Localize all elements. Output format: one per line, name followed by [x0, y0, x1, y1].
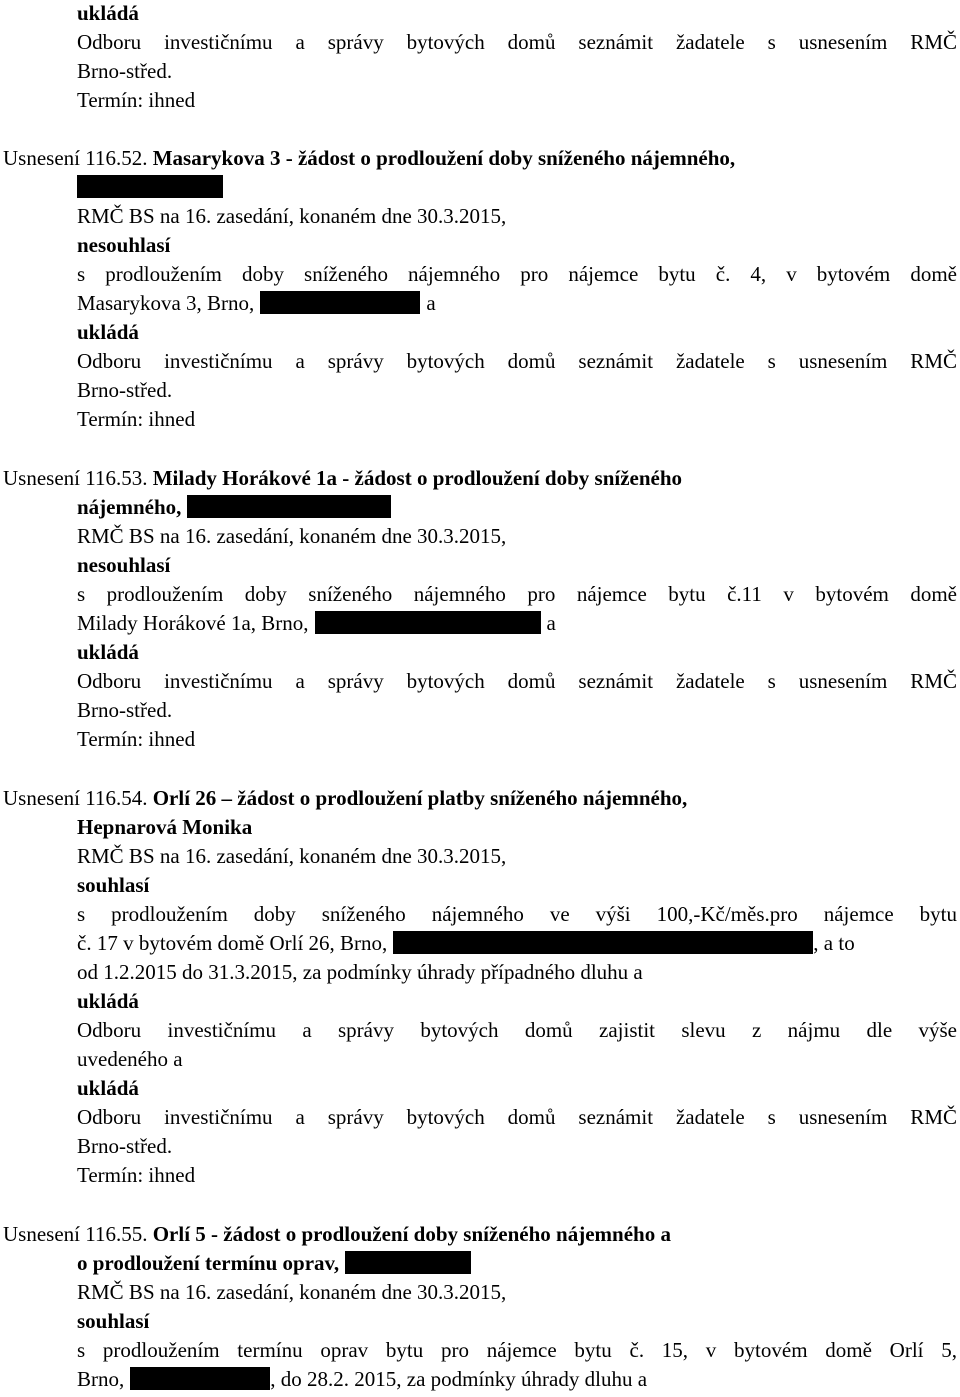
- body-text-with-redaction: [77, 289, 436, 318]
- body-text: s prodloužením doby sníženého nájemného pro nájemce bytu č. 4, v bytovém domě: [77, 262, 957, 286]
- body-text: Brno-střed.: [77, 1134, 173, 1158]
- meeting-line: RMČ BS na 16. zasedání, konaném dne 30.3.2015,: [77, 524, 507, 548]
- resolution-number: Usnesení 116.54.: [3, 786, 148, 810]
- resolution-number: Usnesení 116.53.: [3, 466, 148, 490]
- body-text: s prodloužením termínu oprav bytu pro nájemce bytu č. 15, v bytovém domě Orlí 5,: [77, 1338, 957, 1362]
- body-text: Odboru investičnímu a správy bytových domů seznámit žadatele s usnesením RMČ: [77, 669, 957, 693]
- body-text: , do 28.2. 2015, za podmínky úhrady dluhu a: [270, 1367, 648, 1391]
- resolution-title: Milady Horákové 1a - žádost o prodloužení doby sníženého: [152, 466, 683, 490]
- body-text-with-redaction: [77, 609, 556, 638]
- resolution-heading-116-54: [3, 784, 687, 813]
- resolution-number: Usnesení 116.55.: [3, 1222, 148, 1246]
- condition-text: , za podmínky úhrady případného dluhu a: [292, 960, 643, 984]
- meeting-line: RMČ BS na 16. zasedání, konaném dne 30.3.2015,: [77, 1280, 507, 1304]
- meeting-line: RMČ BS na 16. zasedání, konaném dne 30.3.2015,: [77, 844, 507, 868]
- redaction-bar: [393, 931, 813, 954]
- resolution-title: Masarykova 3 - žádost o prodloužení doby sníženého nájemného,: [152, 146, 736, 170]
- body-text: uvedeného a: [77, 1047, 183, 1071]
- body-text: s prodloužením doby sníženého nájemného pro nájemce bytu č.11 v bytovém domě: [77, 582, 957, 606]
- resolution-heading-116-53: [3, 464, 682, 493]
- resolution-heading-116-55: [3, 1220, 671, 1249]
- conjunction-text: a: [426, 291, 436, 315]
- body-text: Odboru investičnímu a správy bytových domů seznámit žadatele s usnesením RMČ: [77, 30, 957, 54]
- resolution-title-continued: [77, 1249, 471, 1278]
- verb-nesouhlasi: nesouhlasí: [77, 233, 171, 257]
- date-range-text: od 1.2.2015 do 31.3.2015: [77, 960, 293, 984]
- meeting-line: RMČ BS na 16. zasedání, konaném dne 30.3.2015,: [77, 204, 507, 228]
- body-text: Odboru investičnímu a správy bytových domů seznámit žadatele s usnesením RMČ: [77, 1105, 957, 1129]
- deadline-text: Termín: ihned: [77, 727, 196, 751]
- redaction-bar: [187, 495, 391, 518]
- deadline-text: Termín: ihned: [77, 88, 196, 112]
- resolution-title-continued: Hepnarová Monika: [77, 815, 253, 839]
- resolution-number: Usnesení 116.52.: [3, 146, 148, 170]
- resolution-heading-116-52: [3, 144, 735, 173]
- verb-uklada: ukládá: [77, 1, 139, 25]
- redacted-name-line: [77, 173, 223, 202]
- resolution-title: nájemného,: [77, 495, 182, 519]
- address-text: Brno,: [77, 1367, 125, 1391]
- body-text: , a to: [813, 931, 855, 955]
- body-text: Brno-střed.: [77, 698, 173, 722]
- resolution-title-continued: [77, 493, 391, 522]
- verb-souhlasi: souhlasí: [77, 873, 150, 897]
- redaction-bar: [315, 611, 541, 634]
- verb-uklada: ukládá: [77, 1076, 139, 1100]
- conjunction-text: a: [546, 611, 556, 635]
- body-text: s prodloužením doby sníženého nájemného ve výši 100,-Kč/měs.pro nájemce bytu: [77, 902, 957, 926]
- redaction-bar: [260, 291, 420, 314]
- body-text-with-redaction: [77, 929, 855, 958]
- verb-uklada: ukládá: [77, 989, 139, 1013]
- resolution-title: Orlí 5 - žádost o prodloužení doby sníženého nájemného a: [152, 1222, 671, 1246]
- verb-uklada: ukládá: [77, 320, 139, 344]
- body-text: Brno-střed.: [77, 378, 173, 402]
- verb-nesouhlasi: nesouhlasí: [77, 553, 171, 577]
- address-text: Milady Horákové 1a, Brno,: [77, 611, 309, 635]
- resolution-title: Orlí 26 – žádost o prodloužení platby sníženého nájemného,: [152, 786, 688, 810]
- body-text: Brno-střed.: [77, 59, 173, 83]
- body-text-with-redaction: [77, 1365, 647, 1394]
- redaction-bar: [77, 175, 223, 198]
- address-text: Masarykova 3, Brno,: [77, 291, 255, 315]
- deadline-text: Termín: ihned: [77, 407, 196, 431]
- verb-uklada: ukládá: [77, 640, 139, 664]
- body-text: Odboru investičnímu a správy bytových domů zajistit slevu z nájmu dle výše: [77, 1018, 957, 1042]
- body-text: Odboru investičnímu a správy bytových domů seznámit žadatele s usnesením RMČ: [77, 349, 957, 373]
- address-text: č. 17 v bytovém domě Orlí 26, Brno,: [77, 931, 388, 955]
- redaction-bar: [130, 1367, 270, 1390]
- redaction-bar: [345, 1251, 471, 1274]
- deadline-text: Termín: ihned: [77, 1163, 196, 1187]
- resolution-title: o prodloužení termínu oprav,: [77, 1251, 340, 1275]
- verb-souhlasi: souhlasí: [77, 1309, 150, 1333]
- body-text: [77, 958, 643, 987]
